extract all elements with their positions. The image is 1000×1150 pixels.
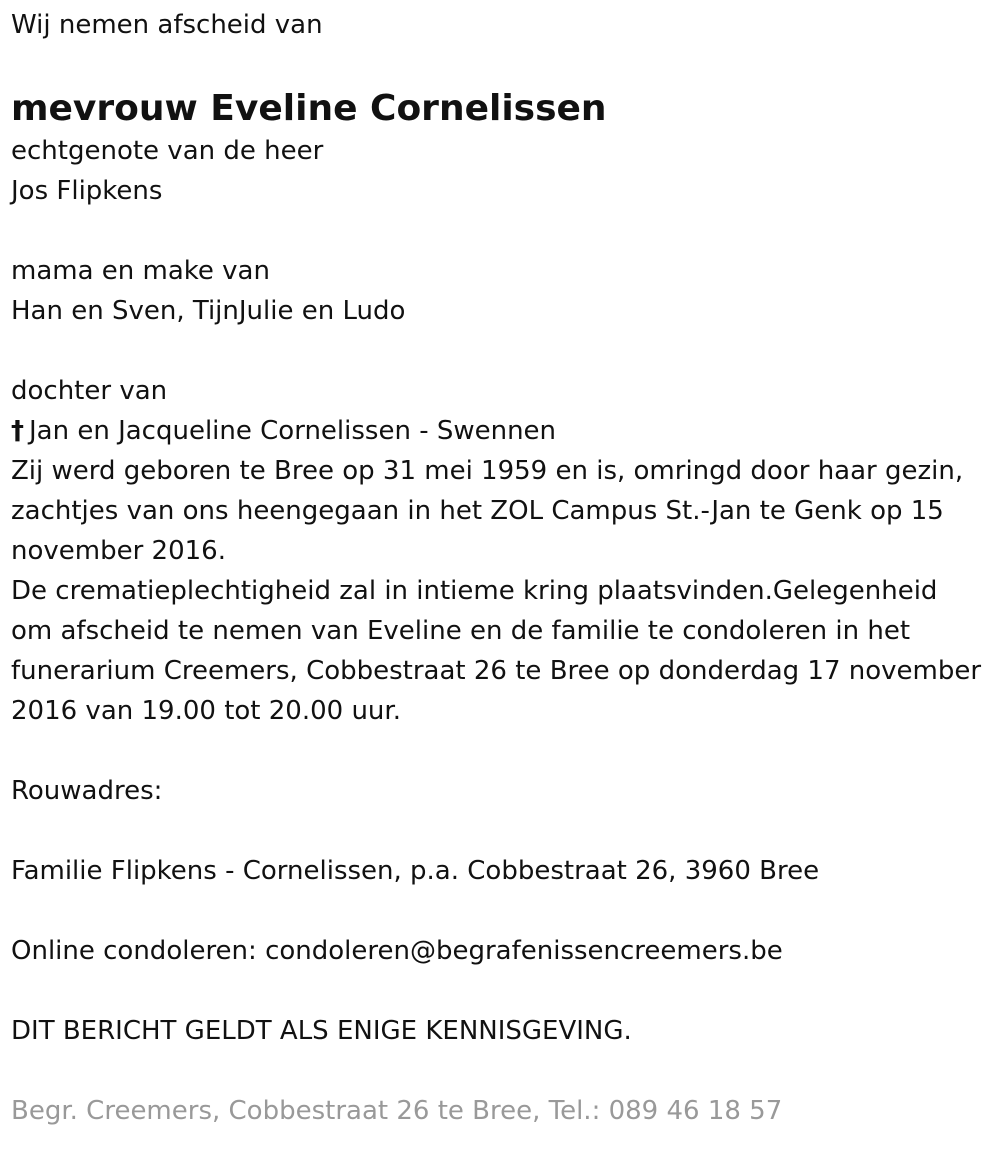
funeral-home-footer: Begr. Creemers, Cobbestraat 26 te Bree, Tel.: 089 46 18 57 — [11, 1096, 783, 1126]
parents-names: Jan en Jacqueline Cornelissen - Swennen — [29, 416, 557, 446]
spouse-label: echtgenote van de heer — [11, 136, 324, 166]
spacer — [11, 45, 986, 85]
spacer — [11, 731, 986, 771]
parents-label: dochter van — [11, 376, 168, 406]
spacer — [11, 811, 986, 851]
children-label: mama en make van — [11, 256, 270, 286]
condolence-email[interactable]: condoleren@begrafenissencreemers.be — [265, 936, 783, 966]
condolence-line — [11, 931, 986, 971]
birth-death-paragraph: Zij werd geboren te Bree op 31 mei 1959 en is, omringd door haar gezin, zachtjes van ons heengegaan in het ZOL Campus St.-Jan te Genk op 15 november 2016. — [11, 456, 964, 566]
deceased-name: mevrouw Eveline Cornelissen — [11, 88, 607, 129]
spacer — [11, 211, 986, 251]
address-label: Rouwadres: — [11, 776, 163, 806]
cross-icon: † — [11, 416, 24, 446]
spacer — [11, 1051, 986, 1091]
ceremony-paragraph: De crematieplechtigheid zal in intieme kring plaatsvinden.Gelegenheid om afscheid te nemen van Eveline en de familie te condoleren in het funerarium Creemers, Cobbestraat 26 te Bree op donderdag 17 november 2016 van 19.00 tot 20.00 uur. — [11, 576, 982, 726]
spouse-name: Jos Flipkens — [11, 176, 163, 206]
condolence-label: Online condoleren: — [11, 936, 257, 966]
spacer — [11, 971, 986, 1011]
spacer — [11, 331, 986, 371]
official-notice: DIT BERICHT GELDT ALS ENIGE KENNISGEVING. — [11, 1016, 632, 1046]
intro-line: Wij nemen afscheid van — [11, 10, 323, 40]
parents-line — [11, 411, 986, 451]
mourning-address: Familie Flipkens - Cornelissen, p.a. Cobbestraat 26, 3960 Bree — [11, 856, 820, 886]
death-notice — [11, 5, 986, 1131]
spacer — [11, 891, 986, 931]
children-names: Han en Sven, TijnJulie en Ludo — [11, 296, 406, 326]
